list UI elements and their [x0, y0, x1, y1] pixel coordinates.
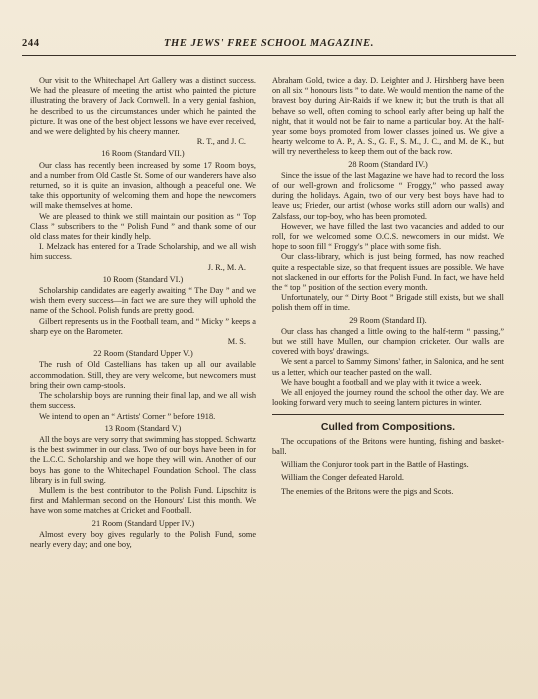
paragraph: Almost every boy gives regularly to the Polish Fund, some nearly every day; and one boy, [30, 529, 256, 549]
paragraph: Since the issue of the last Magazine we have had to record the loss of our well-grown and frolicsome “ Froggy,” who passed away during the holidays. Again, two of our very best boys have had to leave us; Frieder, our artist (whose works still adorn our walls) and Zalsfass, our top-boy, who has been promoted. [272, 170, 504, 221]
paragraph: Our class has changed a little owing to the half-term “ passing,” but we still have Mullen, our champion cricketer. Our walls are covered with boys' drawings. [272, 326, 504, 357]
paragraph: I. Melzack has entered for a Trade Scholarship, and we all wish him success. [30, 242, 256, 262]
paragraph: Our class-library, which is just being formed, has now reached quite a respectable size, so that frequent issues are possible. We have not slackened in our efforts for the Polish Fund. In fact, we have held the “ top ” position of the section every month. [272, 252, 504, 293]
paragraph: We intend to open an “ Artists' Corner ” before 1918. [39, 411, 216, 421]
paragraph: Our class has recently been increased by some 17 Room boys, and a number from Old Castle St. Some of our wanderers have also returned, so it is quite an invasion, although a peaceful one. We take this opportunity of welcoming them and hope the newcomers will make themselves at home. [30, 160, 256, 211]
paragraph: We all enjoyed the journey round the school the other day. We are looking forward very much to seeing lantern pictures in winter. [272, 388, 504, 408]
signature: R. T., and J. C. [196, 137, 246, 147]
paragraph: The scholarship boys are running their final lap, and we all wish them success. [30, 391, 256, 411]
room-heading: 21 Room (Standard Upper IV.) [91, 518, 195, 528]
paragraph: Mullem is the best contributor to the Polish Fund. Lipschitz is first and Mahlerman second on the Honours' List this month. We have won some matches at Cricket and Football. [30, 485, 256, 516]
composition-item: William the Conger defeated Harold. [281, 473, 404, 483]
paragraph: The rush of Old Castellians has taken up all our available accommodation. Still, they are very welcome, but newcomers must bring their own camp-stools. [30, 360, 256, 390]
room-heading: 29 Room (Standard II). [349, 315, 427, 325]
page-header [22, 38, 516, 54]
paragraph: Gilbert represents us in the Football team, and “ Micky ” keeps a sharp eye on the Barometer. [30, 316, 256, 336]
left-column [30, 76, 256, 550]
paragraph: Abraham Gold, twice a day. D. Leighter and J. Hirshberg have been on all six “ honours lists ” to date. We would mention the name of the bravest boy during Air-Raids if we knew it; but the truth is that all behave so well, often coming to school early after being up half the night, that it would not be fair to name a particular boy. At the half-year some boys promoted from lower classes joined us. We give a hearty welcome to A. P., A. S., G. F., S. M., J. C., and M. de K., but will try nevertheless to keep them out of the back row. [272, 76, 504, 157]
paragraph: We sent a parcel to Sammy Simons' father, in Salonica, and he sent us a letter, which our teacher pasted on the wall. [272, 357, 504, 377]
paragraph: We have bought a football and we play with it twice a week. [281, 377, 482, 387]
right-column [272, 76, 504, 500]
header-rule [22, 55, 516, 56]
room-heading: 22 Room (Standard Upper V.) [93, 349, 193, 359]
room-heading: 10 Room (Standard VI.) [102, 274, 184, 284]
section-rule [272, 414, 504, 415]
compositions-list [272, 437, 504, 497]
room-heading: 28 Room (Standard IV.) [348, 159, 428, 169]
signature: J. R., M. A. [207, 262, 246, 272]
paragraph: However, we have filled the last two vacancies and added to our roll, for we welcomed some O.C.S. newcomers in our midst. We hope to soon fill “ Froggy's ” place with some fish. [272, 221, 504, 252]
signature: M. S. [227, 337, 246, 347]
composition-item: William the Conjuror took part in the Battle of Hastings. [281, 460, 469, 470]
paragraph: Our visit to the Whitechapel Art Gallery was a distinct success. We had the pleasure of meeting the artist who painted the picture illustrating the bravery of Jack Cornwell. In a very genial fashion, he described to us the circumstances under which he painted the picture. It was one of the best object lessons we have ever received, and we were delighted by his cheery manner. [30, 76, 256, 137]
paragraph: We are pleased to think we still maintain our position as “ Top Class ” subscribers to the “ Polish Fund ” and thank some of our old class mates for their kindly help. [30, 211, 256, 242]
paragraph: Scholarship candidates are eagerly awaiting “ The Day ” and we wish them every success—in fact we are sure they will uphold the name of the School. Polish funds are pretty good. [30, 286, 256, 316]
paragraph: All the boys are very sorry that swimming has stopped. Schwartz is the best swimmer in our class. Two of our boys have been in for the L.C.C. Scholarship and we hope they will win. Another of our boys has gone to the Whitechapel Foundation School. The class library is in full swing. [30, 434, 256, 485]
composition-item: The occupations of the Britons were hunting, fishing and basket-ball. [272, 436, 504, 456]
composition-item: The enemies of the Britons were the pigs and Scots. [281, 486, 454, 496]
room-heading: 16 Room (Standard VII.) [101, 149, 185, 159]
page-number: 244 [22, 38, 40, 49]
room-heading: 13 Room (Standard V.) [104, 423, 182, 433]
magazine-title: THE JEWS' FREE SCHOOL MAGAZINE. [164, 38, 374, 49]
paragraph: Unfortunately, our “ Dirty Boot ” Brigade still exists, but we shall polish them off in time. [272, 293, 504, 313]
compositions-heading: Culled from Compositions. [320, 420, 456, 433]
